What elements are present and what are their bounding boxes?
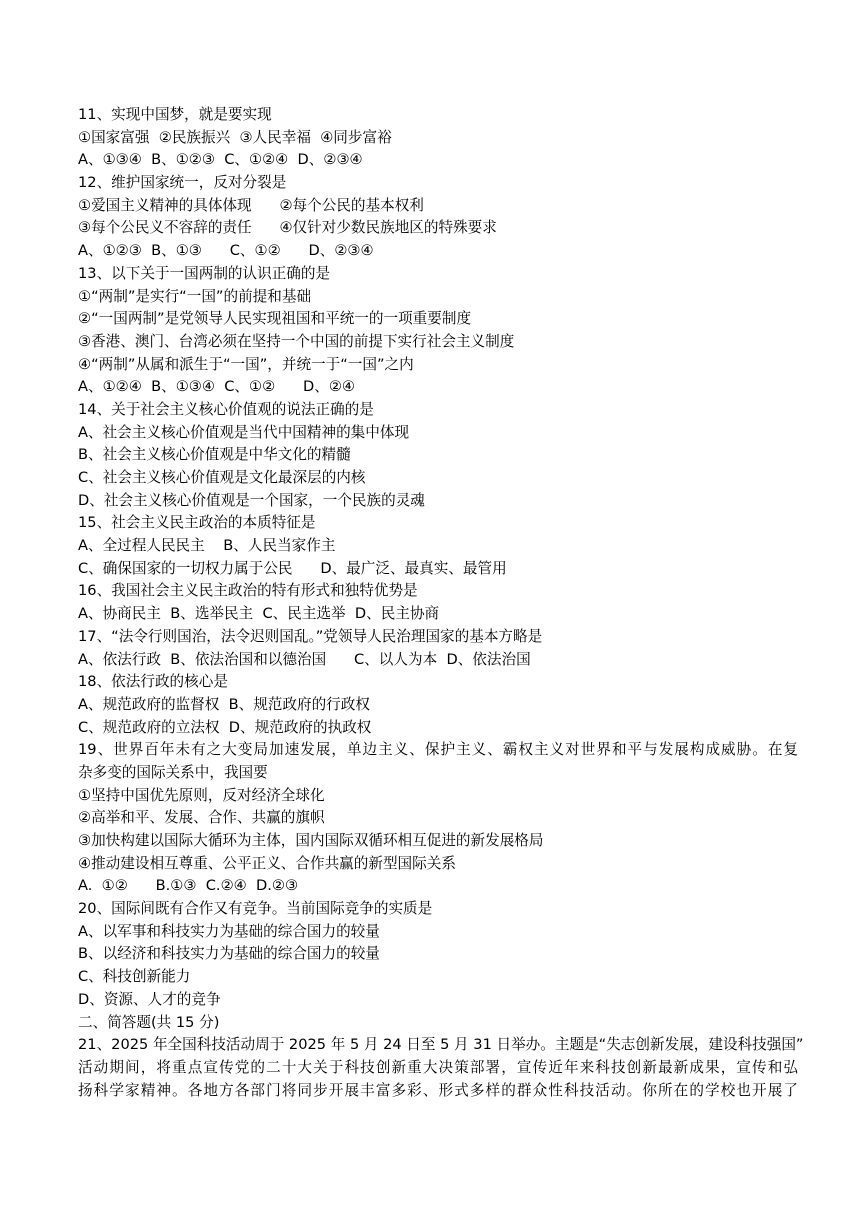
text-line: ④推动建设相互尊重、公平正义、合作共赢的新型国际关系 <box>78 854 456 872</box>
text-line: 12、维护国家统一，反对分裂是 <box>78 174 287 192</box>
text-line: 19、世界百年未有之大变局加速发展，单边主义、保护主义、霸权主义对世界和平与发展构成威胁。在复 <box>78 741 798 759</box>
text-line: A、规范政府的监督权 B、规范政府的行政权 <box>78 695 370 713</box>
text-line: D、社会主义核心价值观是一个国家，一个民族的灵魂 <box>78 491 425 509</box>
text-line: ①爱国主义精神的具体体现 ②每个公民的基本权利 <box>78 196 424 214</box>
text-line: 活动期间，将重点宣传党的二十大关于科技创新重大决策部署，宣传近年来科技创新最新成果，宣传和弘 <box>78 1058 798 1076</box>
text-line: ③香港、澳门、台湾必须在坚持一个中国的前提下实行社会主义制度 <box>78 332 515 350</box>
text-line: 14、关于社会主义核心价值观的说法正确的是 <box>78 400 374 418</box>
document-body <box>78 104 804 1102</box>
text-line: ③每个公民义不容辞的责任 ④仅针对少数民族地区的特殊要求 <box>78 219 497 237</box>
text-line: 21、2025 年全国科技活动周于 2025 年 5 月 24 日至 5 月 31 日举办。主题是“失志创新发展，建设科技强国” <box>78 1036 804 1054</box>
text-line: ①国家富强 ②民族振兴 ③人民幸福 ④同步富裕 <box>78 128 392 146</box>
text-line: 11、实现中国梦，就是要实现 <box>78 106 272 123</box>
text-line: ③加快构建以国际大循环为主体，国内国际双循环相互促进的新发展格局 <box>78 832 544 849</box>
text-line: 杂多变的国际关系中，我国要 <box>78 763 268 781</box>
text-line: A. ①② B.①③ C.②④ D.②③ <box>78 877 299 895</box>
text-line: 20、国际间既有合作又有竞争。当前国际竞争的实质是 <box>78 900 433 918</box>
text-line: ①坚持中国优先原则，反对经济全球化 <box>78 786 325 804</box>
text-line: B、以经济和科技实力为基础的综合国力的较量 <box>78 945 380 963</box>
text-line: A、①②③ B、①③ C、①② D、②③④ <box>78 242 374 260</box>
text-line: C、确保国家的一切权力属于公民 D、最广泛、最真实、最管用 <box>78 559 507 577</box>
text-line: 扬科学家精神。各地方各部门将同步开展丰富多彩、形式多样的群众性科技活动。你所在的学校也开展了 <box>78 1081 798 1099</box>
text-line: A、全过程人民民主 B、人民当家作主 <box>78 537 336 555</box>
text-line: ②“一国两制”是党领导人民实现祖国和平统一的一项重要制度 <box>78 310 472 328</box>
text-line: ④“两制”从属和派生于“一国”，并统一于“一国”之内 <box>78 355 414 373</box>
text-line: A、①③④ B、①②③ C、①②④ D、②③④ <box>78 151 363 169</box>
text-line: 二、简答题(共 15 分) <box>78 1013 220 1031</box>
text-line: C、科技创新能力 <box>78 968 191 986</box>
text-line: B、社会主义核心价值观是中华文化的精髓 <box>78 446 351 464</box>
text-line: ①“两制”是实行“一国”的前提和基础 <box>78 287 312 305</box>
text-line: D、资源、人才的竞争 <box>78 990 221 1008</box>
text-line: A、协商民主 B、选举民主 C、民主选举 D、民主协商 <box>78 605 440 623</box>
text-line: 13、以下关于一国两制的认识正确的是 <box>78 264 331 282</box>
text-line: 17、“法令行则国治，法令迟则国乱。”党领导人民治理国家的基本方略是 <box>78 627 543 645</box>
text-line: A、社会主义核心价值观是当代中国精神的集中体现 <box>78 423 410 441</box>
text-line: 15、社会主义民主政治的本质特征是 <box>78 514 316 532</box>
text-line: C、社会主义核心价值观是文化最深层的内核 <box>78 469 366 486</box>
text-line: A、依法行政 B、依法治国和以德治国 C、以人为本 D、依法治国 <box>78 650 531 668</box>
text-line: ②高举和平、发展、合作、共赢的旗帜 <box>78 809 325 827</box>
text-line: 18、依法行政的核心是 <box>78 673 228 691</box>
text-line: A、以军事和科技实力为基础的综合国力的较量 <box>78 922 380 940</box>
text-line: A、①②④ B、①③④ C、①② D、②④ <box>78 378 356 396</box>
text-line: 16、我国社会主义民主政治的特有形式和独特优势是 <box>78 582 418 600</box>
text-line: C、规范政府的立法权 D、规范政府的执政权 <box>78 718 372 736</box>
